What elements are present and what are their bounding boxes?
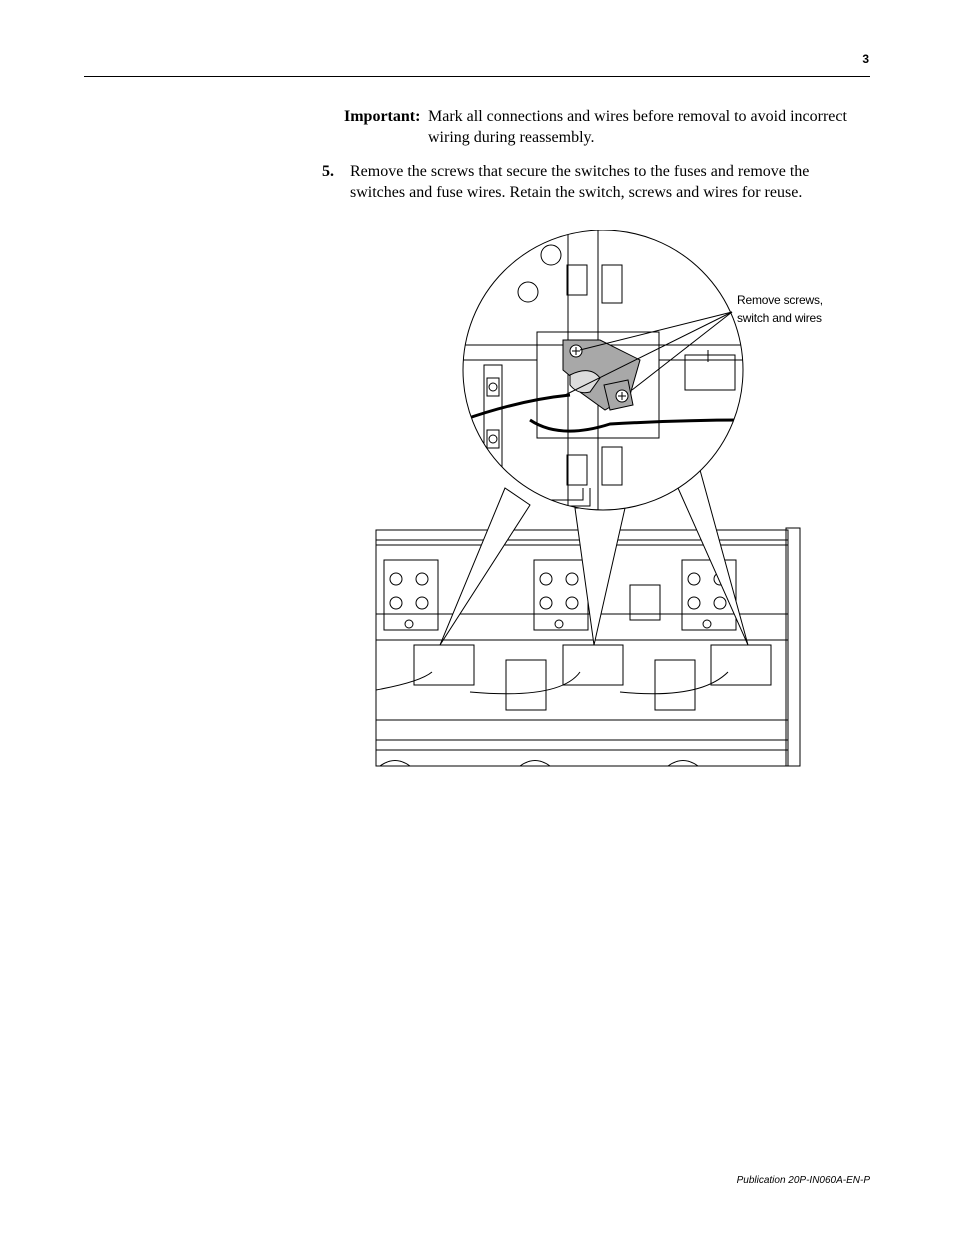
header-rule xyxy=(84,76,870,77)
callout-line-2: switch and wires xyxy=(737,311,822,325)
figure-callout xyxy=(737,291,847,327)
important-note xyxy=(344,106,864,148)
important-text: Mark all connections and wires before removal to avoid incorrect wiring during reassembly. xyxy=(428,108,847,146)
publication-footer: Publication 20P-IN060A-EN-P xyxy=(736,1175,870,1186)
step-number: 5. xyxy=(322,163,334,180)
page-number: 3 xyxy=(862,52,869,66)
step-text: Remove the screws that secure the switches to the fuses and remove the switches and fuse wires. Retain the switch, screws and wires for reuse. xyxy=(350,163,810,201)
callout-line-1: Remove screws, xyxy=(737,293,823,307)
important-label: Important: xyxy=(344,108,421,125)
step-5 xyxy=(322,161,862,203)
